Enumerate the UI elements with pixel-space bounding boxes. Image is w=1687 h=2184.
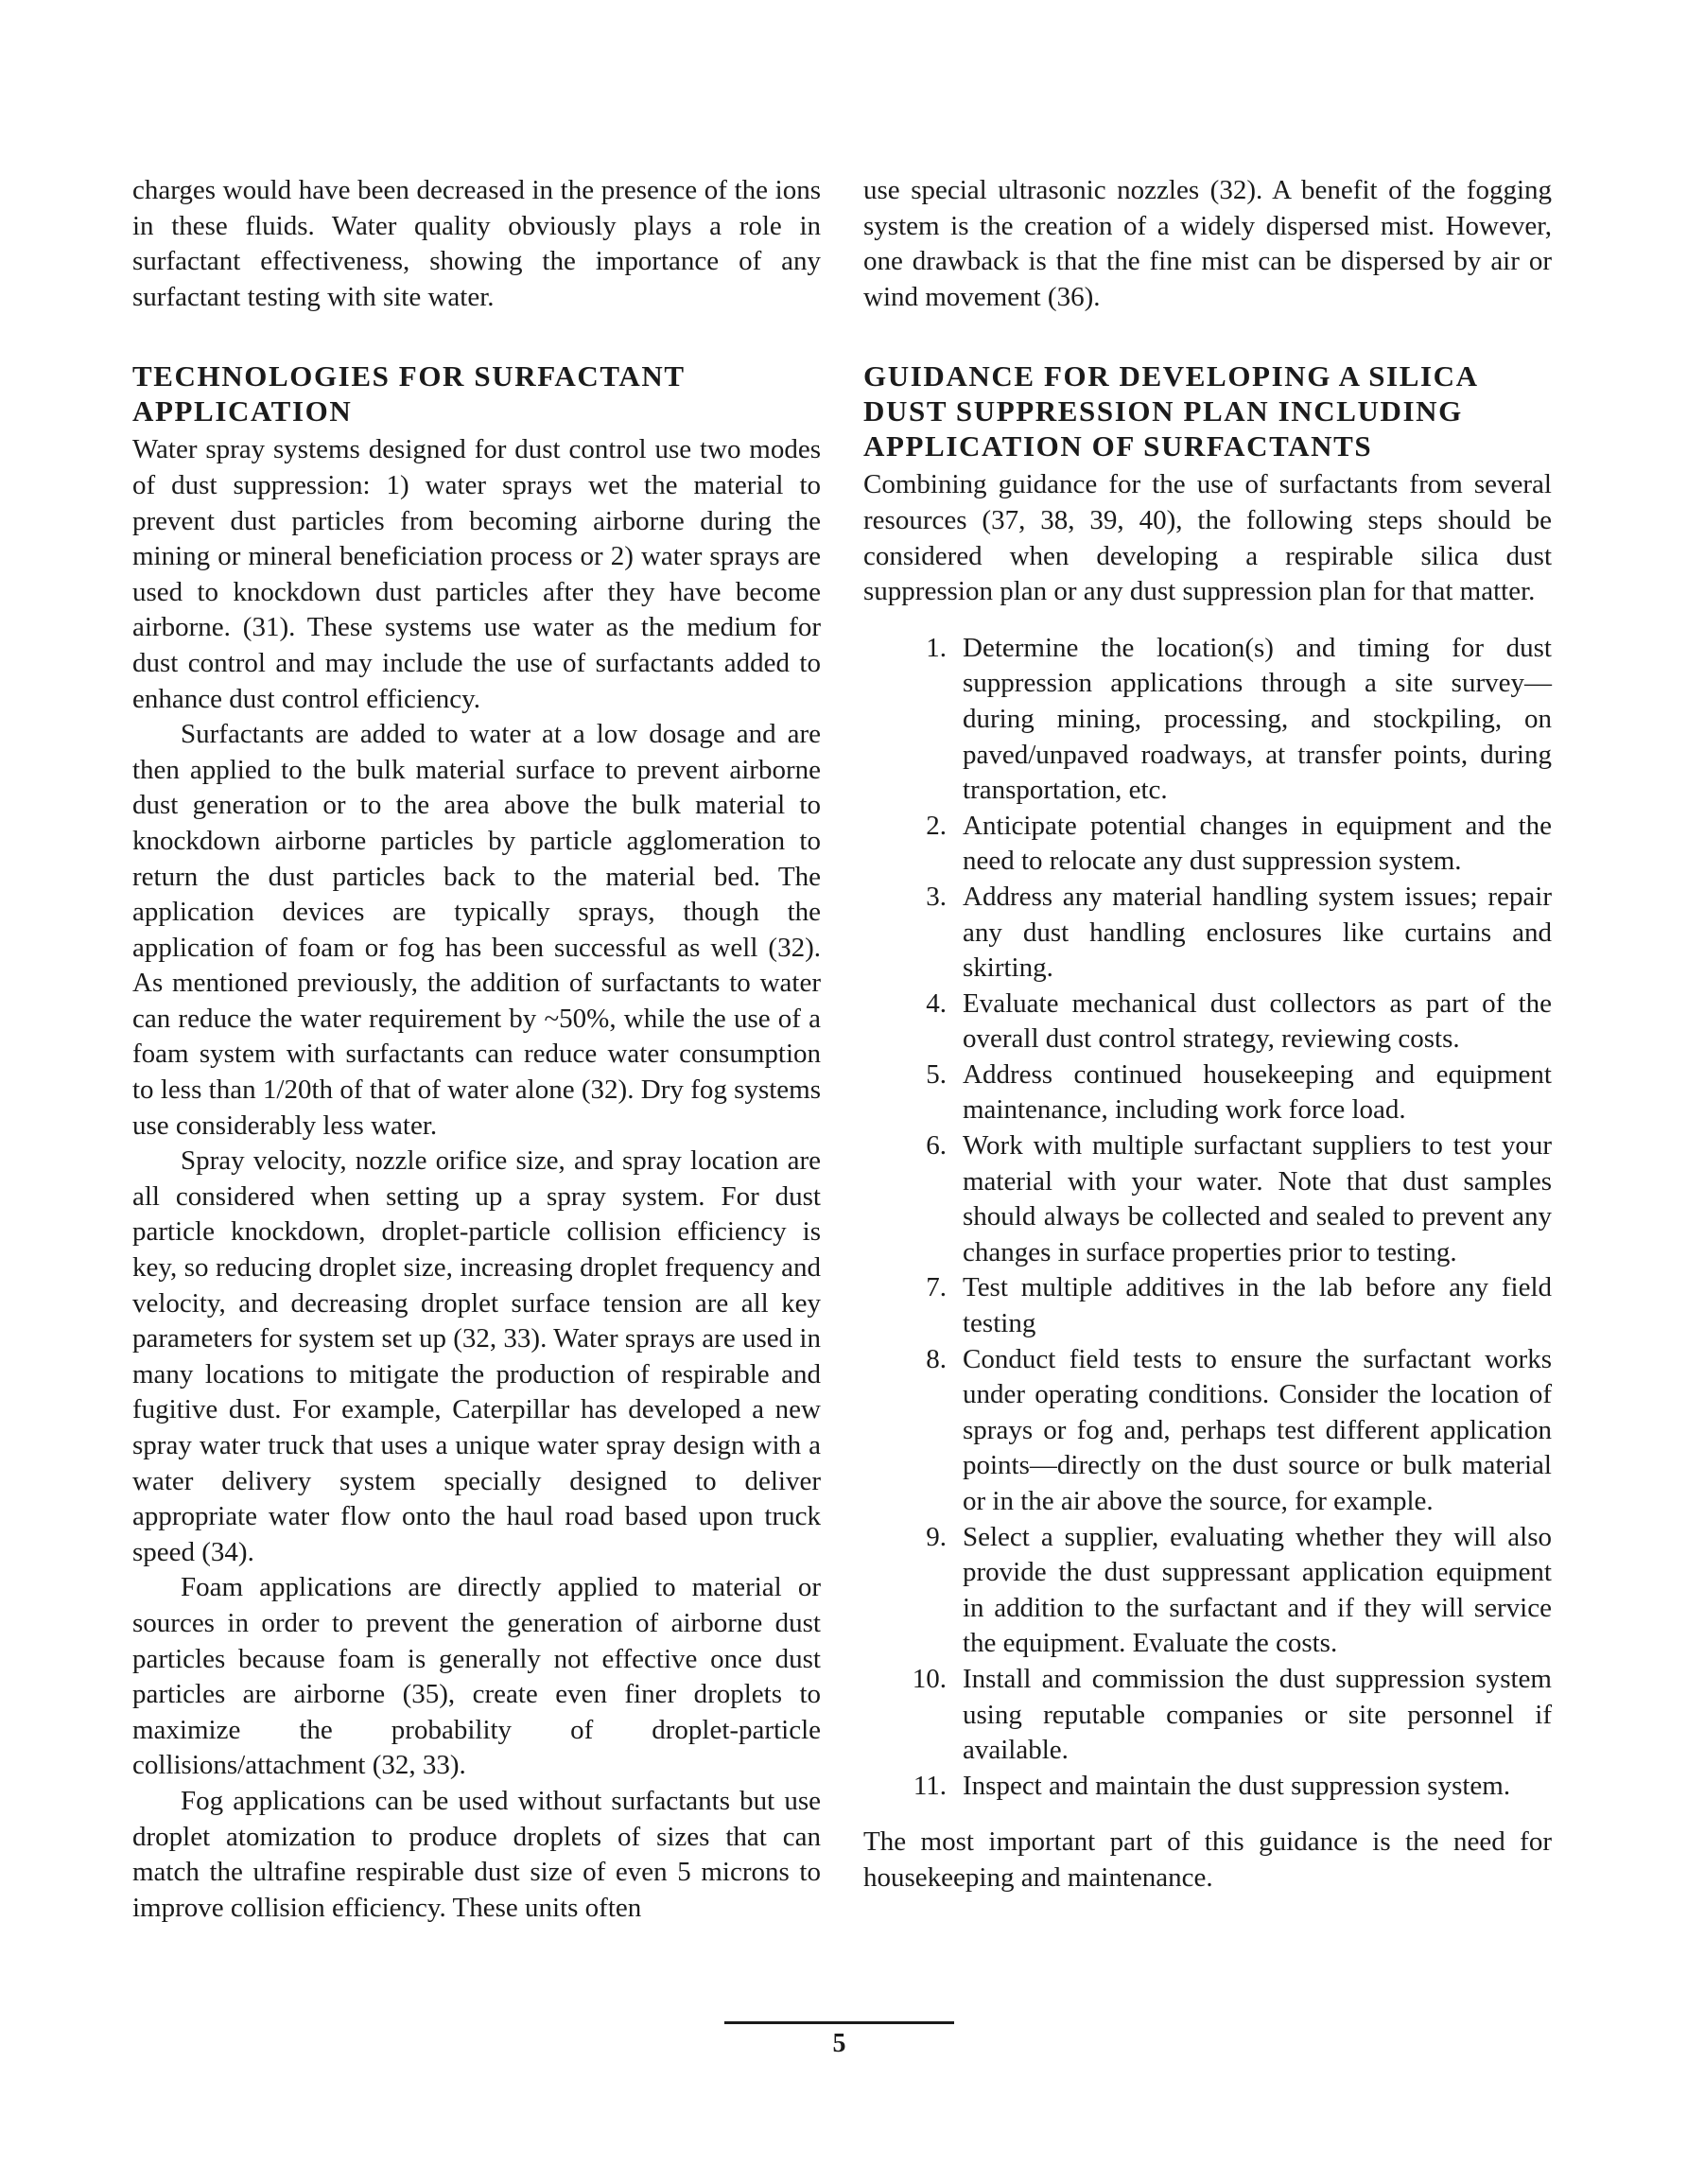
section-heading-guidance: GUIDANCE FOR DEVELOPING A SILICA DUST SUPPRESSION PLAN INCLUDING APPLICATION OF SURFACTANTS [863,359,1477,463]
body-paragraph: Foam applications are directly applied to material or sources in order to prevent the generation of airborne dust particles because foam is generally not effective once dust particles are airborne (35), create even finer droplets to maximize the probability of droplet-particle collisions/attachment (32, 33). [132,1572,821,1781]
list-item-number: 5. [926,1058,947,1090]
list-item-number: 7. [926,1272,947,1303]
list-item-text: Conduct field tests to ensure the surfactant works under operating conditions. Consider the location of sprays or fog and, perhaps test different application points—directly on the dust source or bulk material or in the air above the source, for example. [963,1343,1552,1516]
closing-paragraph: The most important part of this guidance is the need for housekeeping and maintenance. [863,1826,1552,1893]
list-item-number: 9. [926,1521,947,1552]
continued-paragraph: charges would have been decreased in the presence of the ions in these fluids. Water quality obviously plays a role in surfactant effectiveness, showing the importance of any surfactant testing with site water. [132,175,821,312]
intro-paragraph: Combining guidance for the use of surfactants from several resources (37, 38, 39, 40), the following steps should be considered when developing a respirable silica dust suppression plan or any dust suppression plan for that matter. [863,469,1552,607]
list-item-text: Anticipate potential changes in equipment and the need to relocate any dust suppression system. [963,810,1552,877]
list-item-text: Test multiple additives in the lab before any field testing [963,1272,1552,1339]
right-column [863,173,1552,1896]
list-item-number: 8. [926,1343,947,1374]
continued-paragraph: use special ultrasonic nozzles (32). A benefit of the fogging system is the creation of a widely dispersed mist. However, one drawback is that the fine mist can be dispersed by air or wind movement (36). [863,175,1552,312]
list-item-number: 2. [926,810,947,841]
footer-rule [724,2021,954,2024]
list-item-number: 6. [926,1130,947,1162]
list-item-text: Address continued housekeeping and equipment maintenance, including work force load. [963,1058,1552,1126]
list-item-text: Select a supplier, evaluating whether they will also provide the dust suppressant application equipment in addition to the surfactant and if they will service the equipment. Evaluate the costs. [963,1521,1552,1659]
list-item [863,1342,1552,1520]
list-item-text: Work with multiple surfactant suppliers to test your material with your water. Note that dust samples should always be collected and sealed to prevent any changes in surface properties prior to testing. [963,1130,1552,1267]
list-item-text: Evaluate mechanical dust collectors as part of the overall dust control strategy, reviewing costs. [963,987,1552,1055]
list-item-text: Inspect and maintain the dust suppression system. [963,1770,1511,1801]
list-item-number: 11. [913,1770,947,1801]
list-item [863,809,1552,880]
list-item-number: 3. [926,881,947,912]
body-paragraph: Surfactants are added to water at a low dosage and are then applied to the bulk material surface to prevent airborne dust generation or to the area above the bulk material to knockdown airborne particles by particle agglomeration to return the dust particles back to the material bed. The application devices are typically sprays, though the application of foam or fog has been successful as well (32). As mentioned previously, the addition of surfactants to water can reduce the water requirement by ~50%, while the use of a foam system with surfactants can reduce water consumption to less than 1/20th of that of water alone (32). Dry fog systems use considerably less water. [132,719,821,1141]
list-item-number: 10. [912,1663,947,1694]
body-paragraph: Water spray systems designed for dust control use two modes of dust suppression: 1) water sprays wet the material to prevent dust particles from becoming airborne during the mining or mineral beneficiation process or 2) water sprays are used to knockdown dust particles after they have become airborne. (31). These systems use water as the medium for dust control and may include the use of surfactants added to enhance dust control efficiency. [132,434,821,714]
list-item-text: Address any material handling system issues; repair any dust handling enclosures like curtains and skirting. [963,881,1552,984]
body-paragraph: Spray velocity, nozzle orifice size, and spray location are all considered when setting up a spray system. For dust particle knockdown, droplet-particle collision efficiency is key, so reducing droplet size, increasing droplet frequency and velocity, and decreasing droplet surface tension are all key parameters for system set up (32, 33). Water sprays are used in many locations to mitigate the production of respirable and fugitive dust. For example, Caterpillar has developed a new spray water truck that uses a unique water spray design with a water delivery system specially designed to deliver appropriate water flow onto the haul road based upon truck speed (34). [132,1145,821,1567]
page-number: 5 [832,2029,846,2058]
list-item [863,1662,1552,1769]
list-item-number: 4. [926,987,947,1019]
guidance-steps-list [863,631,1552,1805]
list-item-text: Determine the location(s) and timing for dust suppression applications through a site survey—during mining, processing, and stockpiling, on paved/unpaved roadways, at transfer points, during transportation, etc. [963,632,1552,806]
section-heading-technologies: TECHNOLOGIES FOR SURFACTANT APPLICATION [132,359,686,428]
list-item [863,880,1552,987]
list-item [863,631,1552,809]
list-item [863,987,1552,1057]
list-item-number: 1. [926,632,947,663]
list-item [863,1769,1552,1805]
list-item [863,1128,1552,1270]
body-paragraph: Fog applications can be used without surfactants but use droplet atomization to produce droplets of sizes that can match the ultrafine respirable dust size of even 5 microns to improve collision efficiency. These units often [132,1785,821,1923]
list-item-text: Install and commission the dust suppression system using reputable companies or site personnel if available. [963,1663,1552,1766]
list-item [863,1520,1552,1662]
left-column [132,173,821,1926]
list-item [863,1057,1552,1128]
list-item [863,1270,1552,1341]
